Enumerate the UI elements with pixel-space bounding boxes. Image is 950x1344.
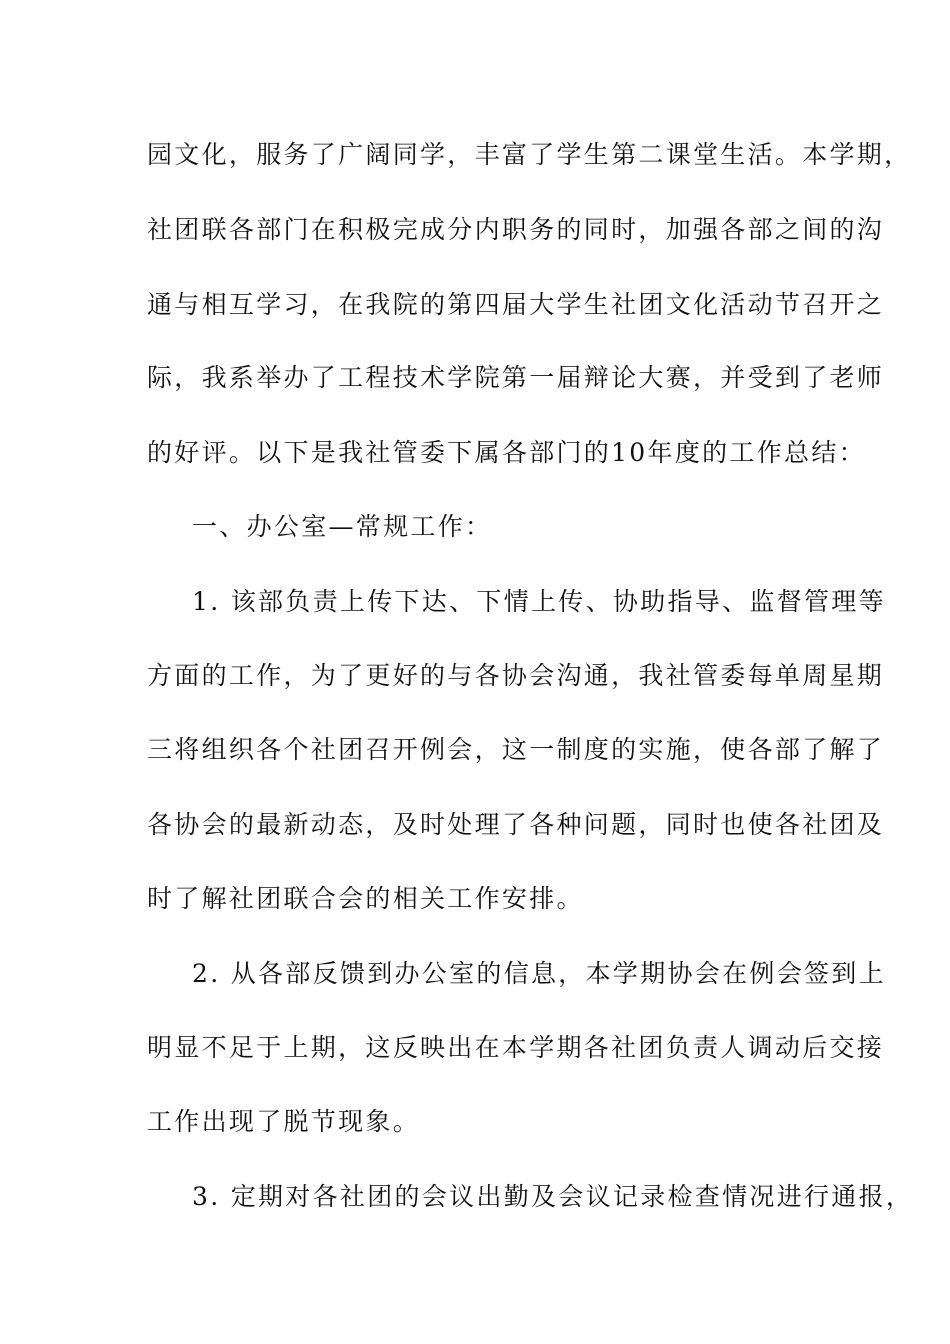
text-line: 时了解社团联合会的相关工作安排。 <box>147 884 584 913</box>
text-line: 明显不足于上期，这反映出在本学期各社团负责人调动后交接 <box>147 1033 885 1062</box>
section-heading: 一、办公室—常规工作： <box>192 512 493 541</box>
text-line: 各协会的最新动态，及时处理了各种问题，同时也使各社团及 <box>147 810 885 839</box>
text-line: 的好评。以下是我社管委下属各部门的10年度的工作总结： <box>147 438 866 467</box>
text-line: 通与相互学习，在我院的第四届大学生社团文化活动节召开之 <box>147 290 885 319</box>
text-line: 3. 定期对各社团的会议出勤及会议记录检查情况进行通报， <box>192 1182 914 1211</box>
text-line: 际，我系举办了工程技术学院第一届辩论大赛，并受到了老师 <box>147 363 885 392</box>
text-line: 2. 从各部反馈到办公室的信息，本学期协会在例会签到上 <box>192 959 886 988</box>
text-line: 方面的工作，为了更好的与各协会沟通，我社管委每单周星期 <box>147 661 885 690</box>
text-line: 园文化，服务了广阔同学，丰富了学生第二课堂生活。本学期， <box>147 140 912 169</box>
text-line: 三将组织各个社团召开例会，这一制度的实施，使各部了解了 <box>147 735 885 764</box>
text-line: 社团联各部门在积极完成分内职务的同时，加强各部之间的沟 <box>147 215 885 244</box>
text-line: 工作出现了脱节现象。 <box>147 1107 421 1136</box>
text-line: 1. 该部负责上传下达、下情上传、协助指导、监督管理等 <box>192 587 886 616</box>
